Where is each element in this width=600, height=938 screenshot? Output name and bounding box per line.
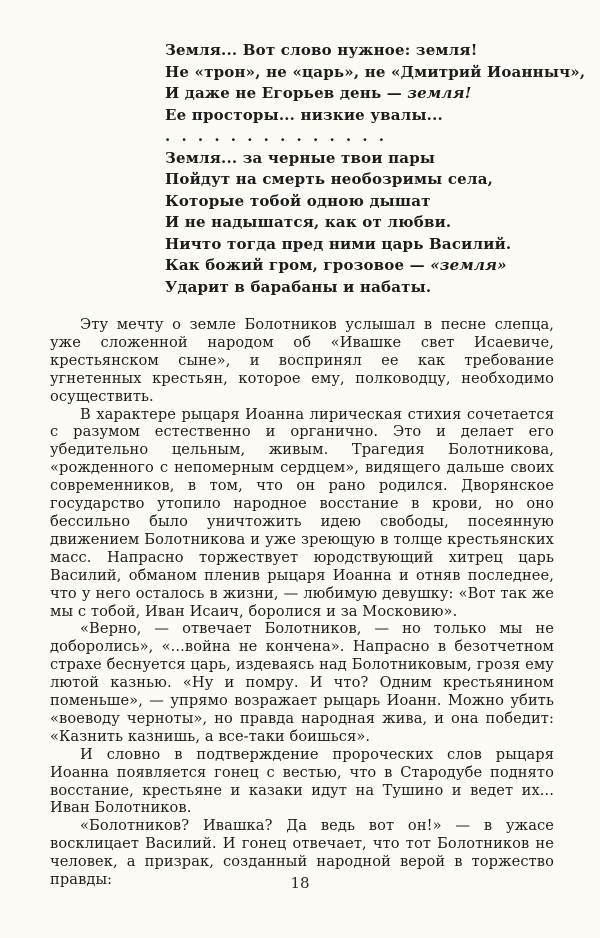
poem-line-emphasis: земля!: [407, 84, 472, 102]
poem-line-text: Пойдут на смерть необозримы села,: [165, 170, 494, 188]
poem-block: [165, 40, 600, 298]
poem-line-text: Которые тобой одною дышат: [165, 191, 431, 210]
prose-block: [50, 316, 554, 889]
poem-ellipsis-line: [165, 126, 600, 148]
poem-line: [165, 83, 600, 105]
poem-line-text: И не надышатся, как от любви.: [165, 213, 452, 231]
paragraph: «Верно, — отвечает Болотников, — но только мы не доборолись», «...война не кончена». Напрасно в безотчетном страхе беснуется царь, издеваясь над Болотниковым, грозя ему лютой казнью. «Ну и помру. И что? Одним крестьянином поменьше», — упрямо возражает рыцарь Иоанн. Можно убить «воеводу черноты», но правда народная жива, и она победит: «Казнить казнишь, а все-таки боишься».: [50, 620, 554, 745]
paragraph: Эту мечту о земле Болотников услышал в песне слепца, уже сложенной народом об «Ивашке свет Исаевиче, крестьянском сыне», и воспринял ее как требование угнетенных крестьян, которое ему, полководцу, необходимо осуществить.: [50, 316, 554, 405]
poem-line-text: Ничто тогда пред ними царь Василий.: [165, 234, 512, 253]
poem-line-text: Не «трон», не «царь», не «Дмитрий Иоанныч»,: [165, 62, 586, 81]
poem-line: [165, 40, 600, 62]
poem-line-text: И даже не Егорьев день —: [165, 84, 408, 102]
poem-line-text: Как божий гром, грозовое —: [165, 256, 431, 274]
poem-line: [165, 277, 600, 299]
paragraph: «Болотников? Ивашка? Да ведь вот он!» — в ужасе восклицает Василий. И гонец отвечает, что тот Болотников не человек, а призрак, созданный народной верой в торжество правды:: [50, 817, 554, 889]
poem-line-text: . . . . . . . . . . . . . .: [165, 127, 387, 145]
poem-line: [165, 191, 600, 213]
paragraph: И словно в подтверждение пророческих слов рыцаря Иоанна появляется гонец с вестью, что в Стародубе поднято восстание, крестьяне и казаки идут на Тушино и ведет их... Иван Болотников.: [50, 745, 554, 817]
page-number: 18: [290, 874, 310, 892]
paragraph: В характере рыцаря Иоанна лирическая стихия сочетается с разумом естественно и органично. Это и делает его убедительно цельным, живым. Трагедия Болотникова, «рожденного с непомерным сердцем», видящего дальше своих современников, в том, что он рано родился. Дворянское государство утопило народное восстание в крови, но оно бессильно было уничтожить идею свободы, посеянную движением Болотникова и уже зреющую в толще крестьянских масс. Напрасно торжествует юродствующий хитрец царь Василий, обманом пленив рыцаря Иоанна и отняв последнее, что у него осталось в жизни, — любимую девушку: «Вот так же мы с тобой, Иван Исаич, боролися и за Московию».: [50, 405, 554, 620]
poem-line-text: Ее просторы... низкие увалы...: [165, 105, 443, 124]
poem-line: [165, 169, 600, 191]
poem-line: [165, 234, 600, 256]
poem-line: [165, 105, 600, 127]
poem-line-emphasis: «земля»: [430, 256, 507, 274]
poem-line: [165, 62, 600, 84]
poem-line-text: Земля... за черные твои пары: [165, 148, 436, 167]
poem-line: [165, 212, 600, 234]
poem-line-text: Ударит в барабаны и набаты.: [165, 277, 432, 296]
poem-line-text: Земля... Вот слово нужное: земля!: [165, 41, 478, 59]
poem-line: [165, 148, 600, 170]
poem-line: [165, 255, 600, 277]
